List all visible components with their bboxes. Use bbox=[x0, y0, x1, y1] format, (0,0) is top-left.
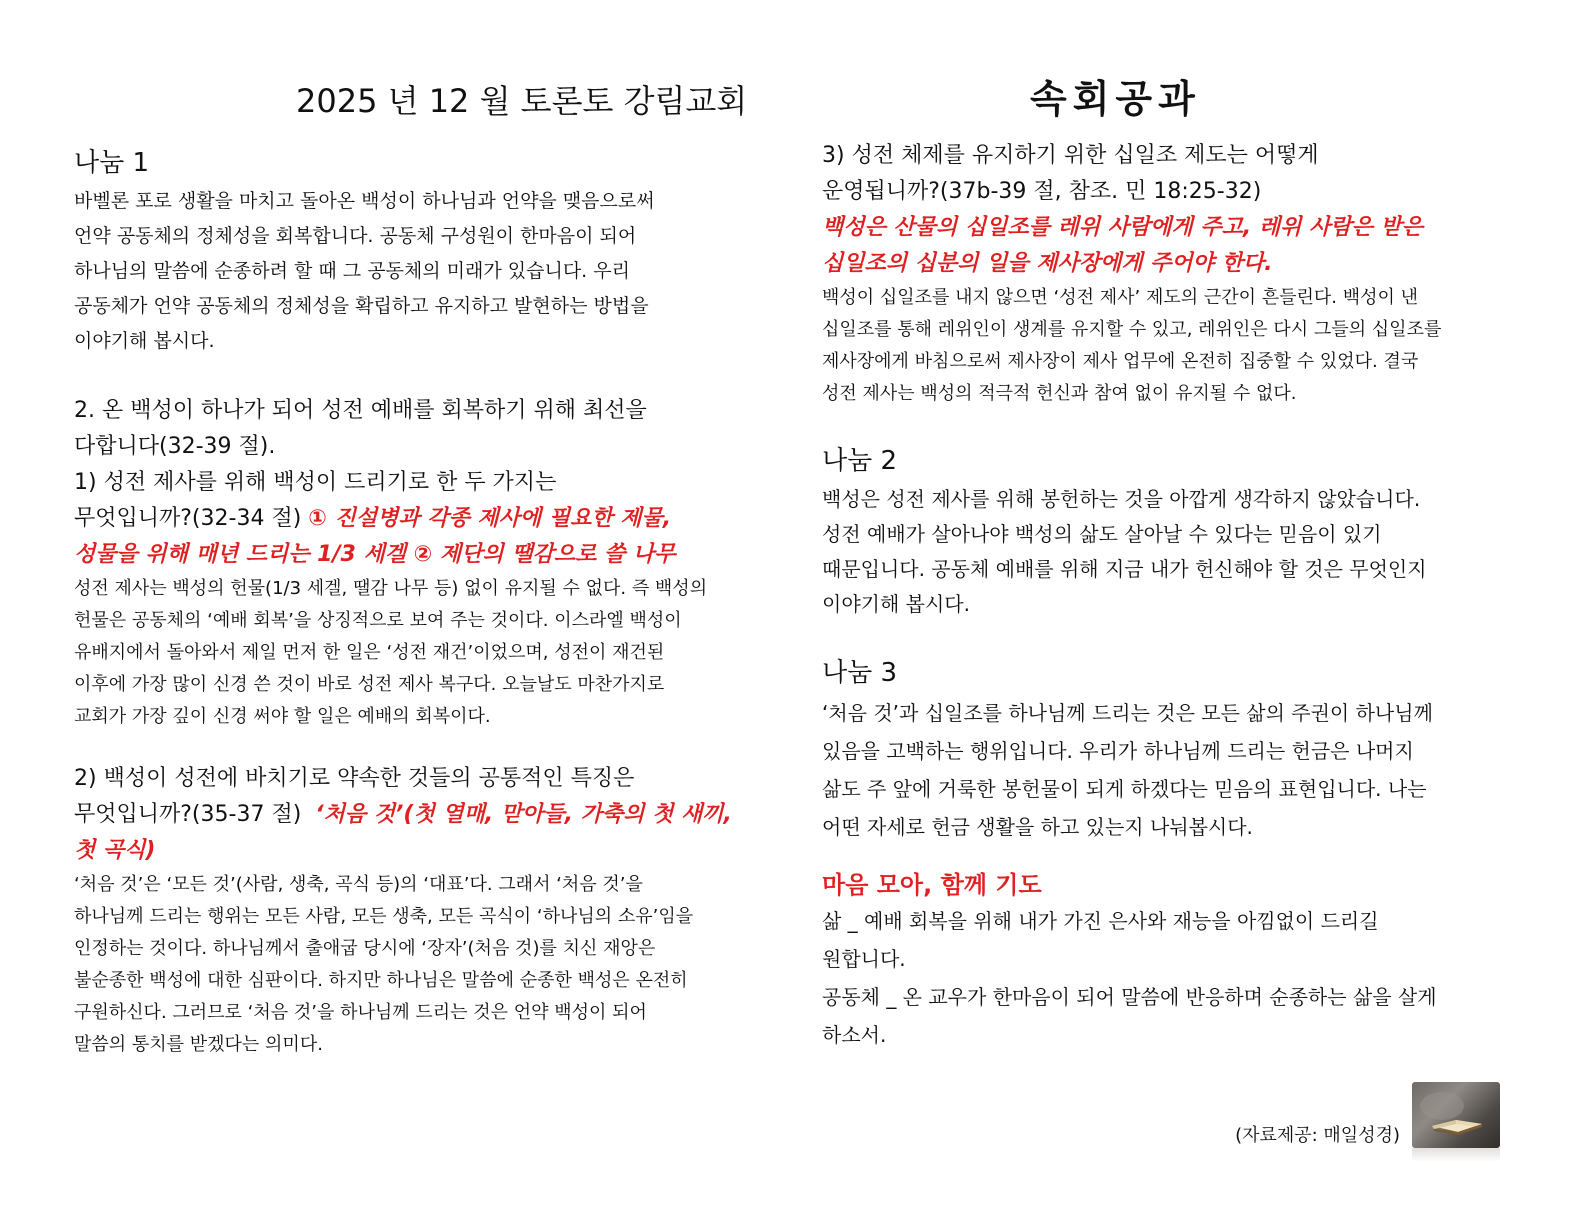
q2-line1: 2) 백성이 성전에 바치기로 약속한 것들의 공통적인 특징은 bbox=[74, 766, 635, 791]
q3-line2: 운영됩니까?(37b-39 절, 참조. 민 18:25-32) bbox=[822, 179, 1262, 204]
share1-line: 이야기해 봅시다. bbox=[74, 330, 215, 352]
share3-line: 삶도 주 앞에 거룩한 봉헌물이 되게 하겠다는 믿음의 표현입니다. 나는 bbox=[822, 777, 1427, 801]
q2-line2 bbox=[74, 797, 764, 833]
q1-question: 무엇입니까?(32-34 절) bbox=[74, 506, 302, 531]
q2-commentary-line: 구원하신다. 그러므로 ‘처음 것’을 하나님께 드리는 것은 언약 백성이 되어 bbox=[74, 1002, 647, 1023]
q3-commentary-line: 성전 제사는 백성의 적극적 헌신과 참여 없이 유지될 수 없다. bbox=[822, 383, 1297, 404]
prayer-line: 공동체 _ 온 교우가 한마음이 되어 말씀에 반응하며 순종하는 삶을 살게 bbox=[822, 985, 1437, 1009]
prayer-heading: 마음 모아, 함께 기도 bbox=[822, 871, 1042, 899]
brand-title: 속회공과 bbox=[1030, 77, 1201, 121]
q1-commentary-line: 유배지에서 돌아와서 제일 먼저 한 일은 ‘성전 재건’이었으며, 성전이 재건된 bbox=[74, 642, 665, 663]
q3-commentary-line: 십일조를 통해 레위인이 생계를 유지할 수 있고, 레위인은 다시 그들의 십일조를 bbox=[822, 319, 1442, 340]
q1-line2 bbox=[74, 501, 764, 537]
open-book-icon bbox=[1412, 1082, 1500, 1148]
share2-line: 성전 예배가 살아나야 백성의 삶도 살아날 수 있다는 믿음이 있기 bbox=[822, 522, 1382, 546]
q1-commentary-line: 헌물은 공동체의 ‘예배 회복’을 상징적으로 보여 주는 것이다. 이스라엘 백성이 bbox=[74, 610, 682, 631]
section2-title-line: 2. 온 백성이 하나가 되어 성전 예배를 회복하기 위해 최선을 bbox=[74, 398, 647, 423]
share1-line: 공동체가 언약 공동체의 정체성을 확립하고 유지하고 발현하는 방법을 bbox=[74, 295, 649, 317]
q2-answer-line2: 첫 곡식) bbox=[74, 838, 156, 863]
q1-commentary-line: 성전 제사는 백성의 헌물(1/3 세겔, 땔감 나무 등) 없이 유지될 수 없다. 즉 백성의 bbox=[74, 578, 708, 599]
prayer-line: 삶 _ 예배 회복을 위해 내가 가진 은사와 재능을 아낌없이 드리길 bbox=[822, 909, 1379, 933]
q2-commentary-line: 말씀의 통치를 받겠다는 의미다. bbox=[74, 1034, 323, 1055]
share2-line: 백성은 성전 제사를 위해 봉헌하는 것을 아깝게 생각하지 않았습니다. bbox=[822, 487, 1421, 511]
share1-text bbox=[74, 184, 764, 359]
q3-line1: 3) 성전 체제를 유지하기 위한 십일조 제도는 어떻게 bbox=[822, 143, 1319, 168]
prayer-text bbox=[822, 902, 1512, 1054]
q1-answer-inline: ① 진설병과 각종 제사에 필요한 제물, bbox=[308, 506, 672, 531]
share1-line: 언약 공동체의 정체성을 회복합니다. 공동체 구성원이 한마음이 되어 bbox=[74, 225, 637, 247]
q2 bbox=[74, 761, 764, 869]
section2-title bbox=[74, 393, 764, 573]
q2-question: 무엇입니까?(35-37 절) bbox=[74, 802, 302, 827]
q1-answer-line2: 성물을 위해 매년 드리는 1/3 세겔 ② 제단의 땔감으로 쓸 나무 bbox=[74, 542, 676, 567]
q3-commentary-line: 제사장에게 바침으로써 제사장이 제사 업무에 온전히 집중할 수 있었다. 결국 bbox=[822, 351, 1419, 372]
share1-line: 하나님의 말씀에 순종하려 할 때 그 공동체의 미래가 있습니다. 우리 bbox=[74, 260, 630, 282]
share3-line: 있음을 고백하는 행위입니다. 우리가 하나님께 드리는 헌금은 나머지 bbox=[822, 739, 1414, 763]
share3-heading: 나눔 3 bbox=[822, 658, 898, 688]
q2-commentary-line: 불순종한 백성에 대한 심판이다. 하지만 하나님은 말씀에 순종한 백성은 온전히 bbox=[74, 970, 688, 991]
prayer-line: 원합니다. bbox=[822, 947, 906, 971]
share2-line: 이야기해 봅시다. bbox=[822, 592, 970, 616]
q3-answer-line: 백성은 산물의 십일조를 레위 사람에게 주고, 레위 사람은 받은 bbox=[822, 215, 1423, 240]
q2-answer-inline: ‘처음 것’(첫 열매, 맏아들, 가축의 첫 새끼, bbox=[315, 802, 732, 827]
q2-commentary-line: ‘처음 것’은 ‘모든 것’(사람, 생축, 곡식 등)의 ‘대표’다. 그래서 ‘처음 것’을 bbox=[74, 874, 643, 895]
bible-photo bbox=[1412, 1082, 1500, 1148]
share2-heading: 나눔 2 bbox=[822, 446, 898, 476]
q1-line1: 1) 성전 제사를 위해 백성이 드리기로 한 두 가지는 bbox=[74, 470, 557, 495]
photo-reflection bbox=[1412, 1148, 1500, 1162]
q2-commentary bbox=[74, 869, 764, 1061]
right-column bbox=[822, 138, 1512, 1054]
q2-commentary-line: 하나님께 드리는 행위는 모든 사람, 모든 생축, 모든 곡식이 ‘하나님의 소유’임을 bbox=[74, 906, 694, 927]
share2-line: 때문입니다. 공동체 예배를 위해 지금 내가 헌신해야 할 것은 무엇인지 bbox=[822, 557, 1427, 581]
q1-commentary-line: 이후에 가장 많이 신경 쓴 것이 바로 성전 제사 복구다. 오늘날도 마찬가지로 bbox=[74, 674, 665, 695]
q2-commentary-line: 인정하는 것이다. 하나님께서 출애굽 당시에 ‘장자’(처음 것)를 치신 재앙은 bbox=[74, 938, 656, 959]
q3-commentary bbox=[822, 282, 1512, 410]
source-credit: (자료제공: 매일성경) bbox=[1235, 1125, 1400, 1146]
share3-line: ‘처음 것’과 십일조를 하나님께 드리는 것은 모든 삶의 주권이 하나님께 bbox=[822, 701, 1433, 725]
share1-heading: 나눔 1 bbox=[74, 148, 150, 178]
share3-line: 어떤 자세로 헌금 생활을 하고 있는지 나눠봅시다. bbox=[822, 815, 1253, 839]
share2-text bbox=[822, 482, 1512, 622]
q3-answer-line: 십일조의 십분의 일을 제사장에게 주어야 한다. bbox=[822, 251, 1273, 276]
section2-title-line: 다합니다(32-39 절). bbox=[74, 434, 276, 459]
q1-commentary-line: 교회가 가장 깊이 신경 써야 할 일은 예배의 회복이다. bbox=[74, 706, 491, 727]
share3-text bbox=[822, 694, 1512, 846]
q3-commentary-line: 백성이 십일조를 내지 않으면 ‘성전 제사’ 제도의 근간이 흔들린다. 백성이 낸 bbox=[822, 287, 1419, 308]
q1-commentary bbox=[74, 573, 764, 733]
prayer-line: 하소서. bbox=[822, 1023, 887, 1047]
share1-line: 바벨론 포로 생활을 마치고 돌아온 백성이 하나님과 언약을 맺음으로써 bbox=[74, 190, 655, 212]
q3 bbox=[822, 138, 1512, 282]
left-column bbox=[74, 138, 764, 1061]
page-title: 2025 년 12 월 토론토 강림교회 bbox=[296, 82, 748, 120]
